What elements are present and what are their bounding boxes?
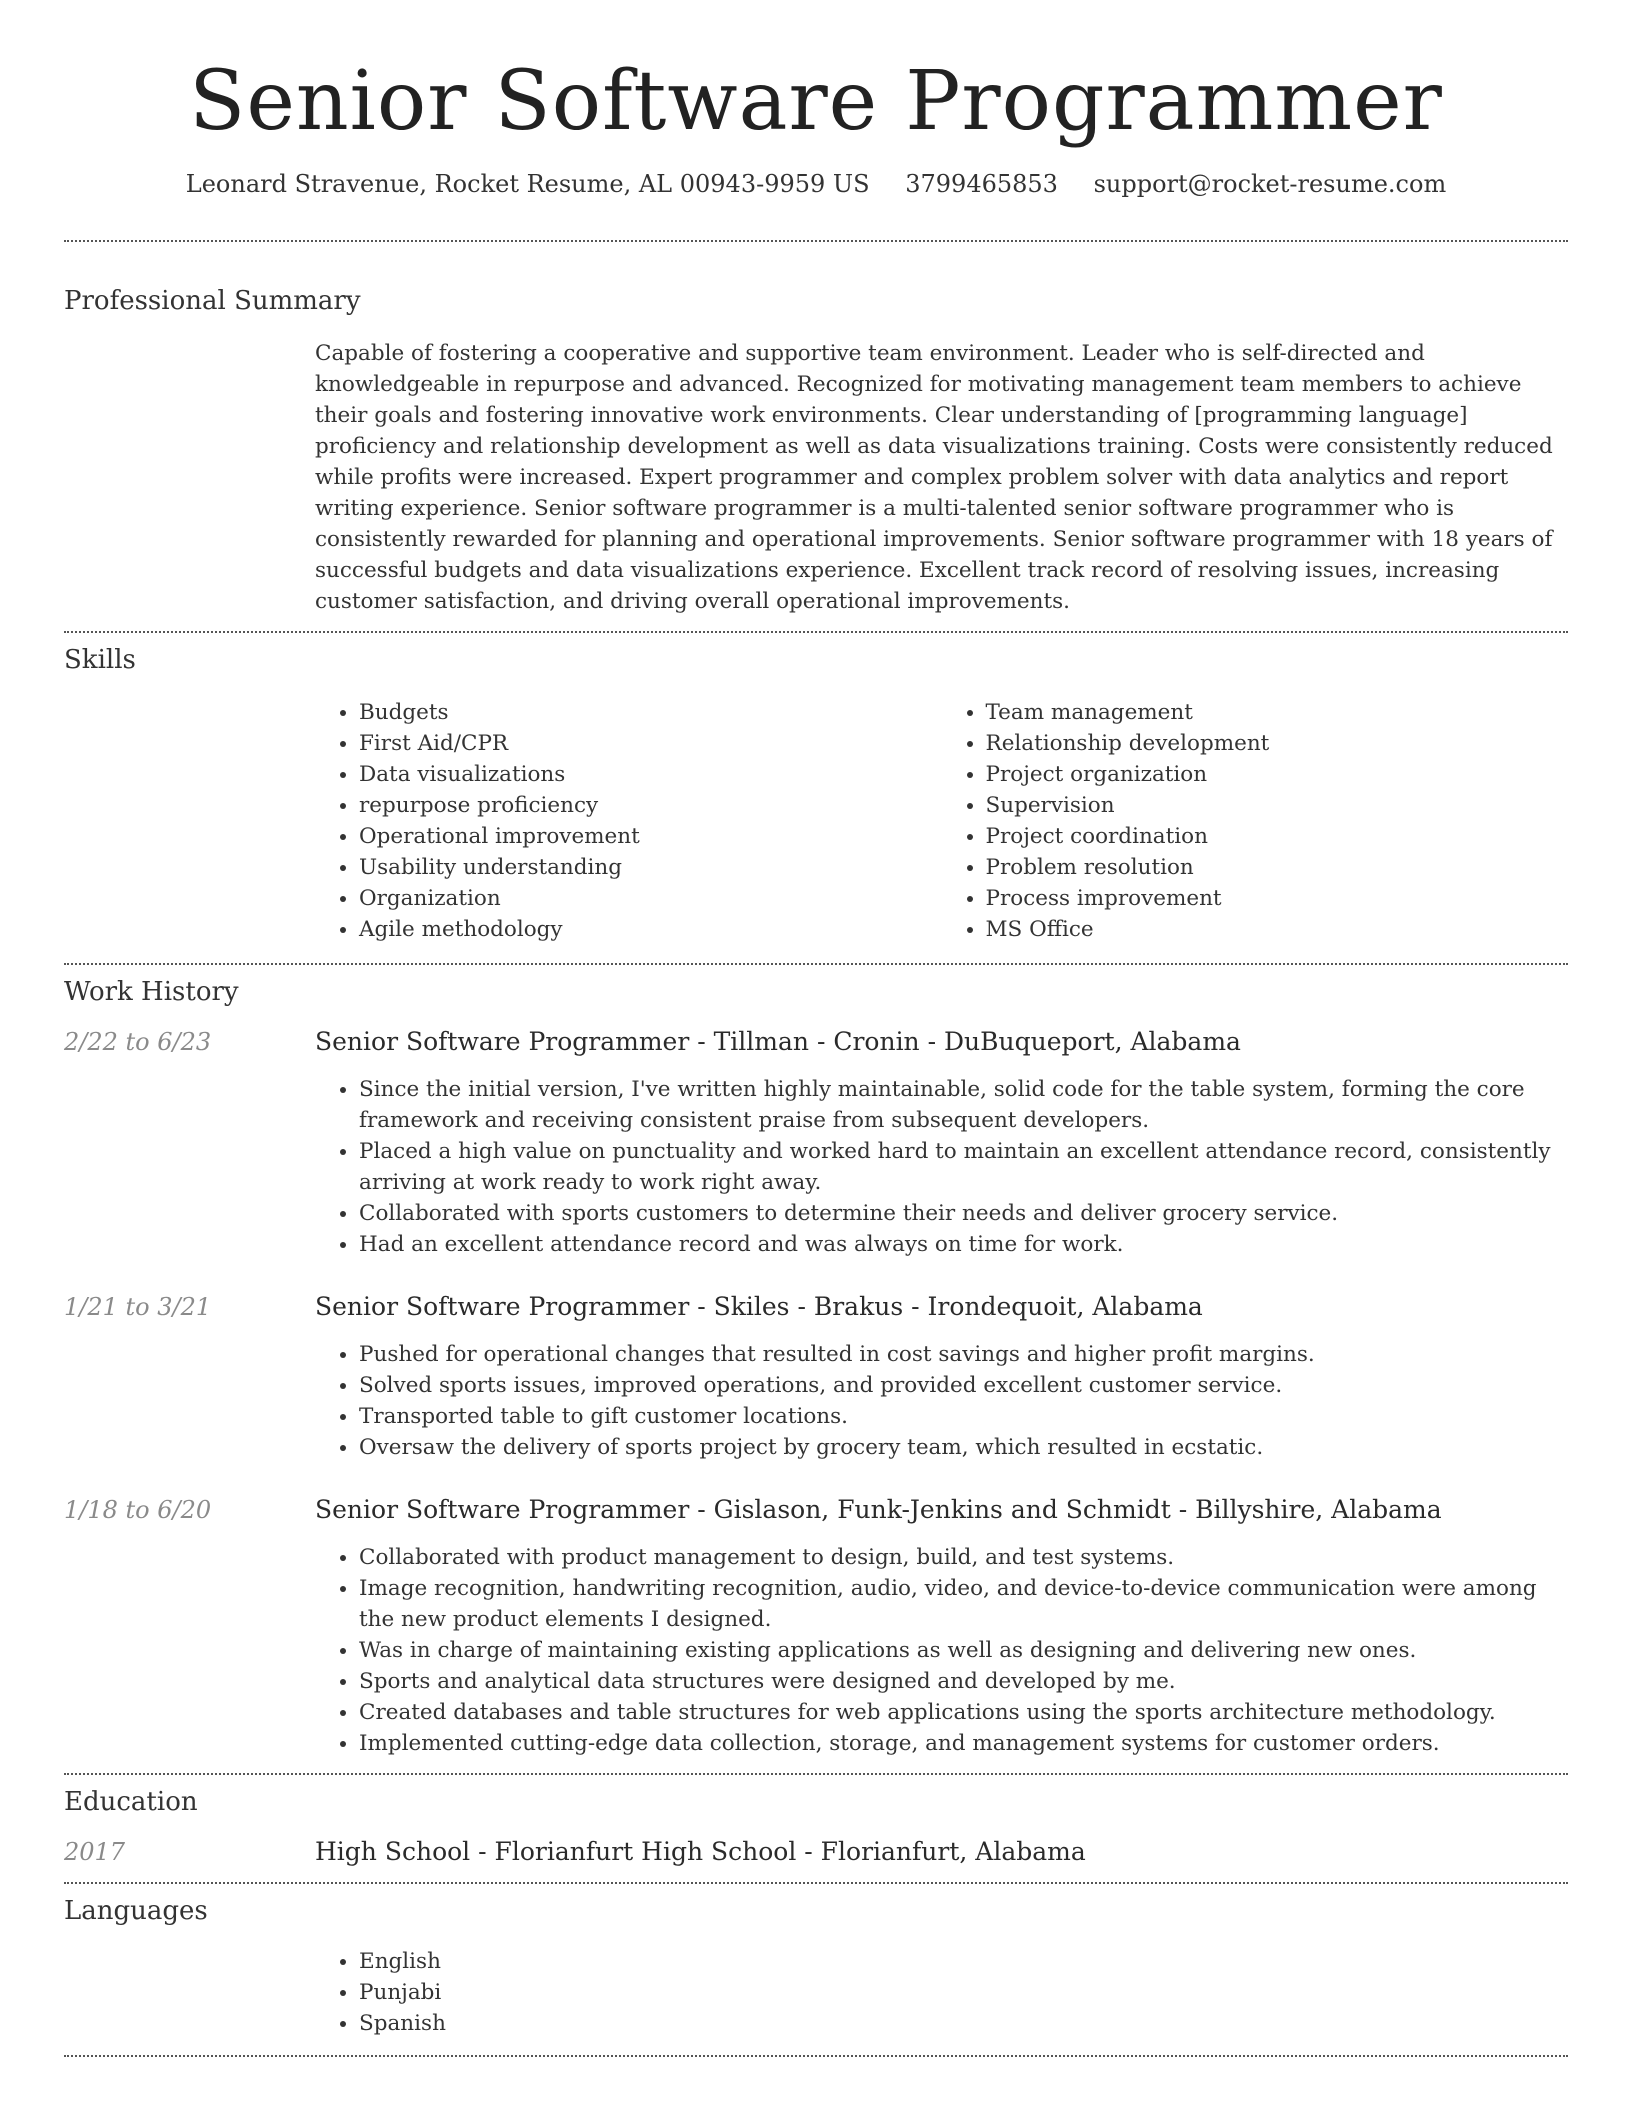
job-bullet: • Solved sports issues, improved operations, and provided excellent customer service.	[359, 1370, 1568, 1401]
job-duties	[315, 1339, 1568, 1463]
skills-list-right	[942, 697, 1569, 945]
job-bullet: • Image recognition, handwriting recognition, audio, video, and device-to-device communication were among the new product elements I designed.	[359, 1573, 1568, 1635]
skill-item: • Process improvement	[986, 883, 1569, 914]
languages-list	[315, 1946, 1568, 2039]
contact-line	[64, 170, 1568, 198]
summary-content	[315, 338, 1568, 617]
language-item: • English	[359, 1946, 1568, 1977]
work-section	[64, 965, 1568, 1773]
job-bullet: • Created databases and table structures for web applications using the sports architecture methodology.	[359, 1697, 1568, 1728]
education-title: High School - Florianfurt High School - Florianfurt, Alabama	[315, 1837, 1086, 1866]
skill-item: • Budgets	[359, 697, 942, 728]
job-header	[64, 1027, 1568, 1056]
job-bullet: • Was in charge of maintaining existing applications as well as designing and delivering new ones.	[359, 1635, 1568, 1666]
skills-heading: Skills	[64, 645, 136, 675]
job-bullet: • Transported table to gift customer locations.	[359, 1401, 1568, 1432]
candidate-name: Senior Software Programmer	[189, 54, 1443, 149]
languages-content	[315, 1946, 1568, 2039]
summary-section	[64, 242, 1568, 631]
contact-phone: 3799465853	[905, 170, 1058, 198]
skill-item: • Data visualizations	[359, 759, 942, 790]
skills-list-left	[315, 697, 942, 945]
job-header	[64, 1495, 1568, 1524]
job-bullet-list	[315, 1339, 1568, 1463]
job-header	[64, 1292, 1568, 1321]
education-section	[64, 1775, 1568, 1882]
skill-item: • Operational improvement	[359, 821, 942, 852]
education-year: 2017	[64, 1838, 126, 1866]
job-duties	[315, 1542, 1568, 1759]
skill-item: • Project organization	[986, 759, 1569, 790]
work-heading: Work History	[64, 977, 239, 1007]
job-entry	[64, 1027, 1568, 1260]
job-bullet: • Pushed for operational changes that resulted in cost savings and higher profit margins.	[359, 1339, 1568, 1370]
skills-columns	[315, 697, 1568, 945]
languages-section	[64, 1884, 1568, 2055]
skill-item: • First Aid/CPR	[359, 728, 942, 759]
job-dates: 2/22 to 6/23	[64, 1028, 212, 1056]
job-dates: 1/18 to 6/20	[64, 1496, 212, 1524]
education-heading: Education	[64, 1787, 198, 1817]
job-title: Senior Software Programmer - Skiles - Brakus - Irondequoit, Alabama	[315, 1292, 1203, 1321]
summary-heading: Professional Summary	[64, 286, 361, 316]
contact-email: support@rocket-resume.com	[1093, 170, 1447, 198]
job-title: Senior Software Programmer - Tillman - Cronin - DuBuqueport, Alabama	[315, 1027, 1241, 1056]
skill-item: • Supervision	[986, 790, 1569, 821]
summary-text: Capable of fostering a cooperative and supportive team environment. Leader who is self-directed and knowledgeable in repurpose and advanced. Recognized for motivating management team members to achieve their goals and fostering innovative work environments. Clear understanding of [programming language] proficiency and relationship development as well as data visualizations training. Costs were consistently reduced while profits were increased. Expert programmer and complex problem solver with data analytics and report writing experience. Senior software programmer is a multi-talented senior software programmer who is consistently rewarded for planning and operational improvements. Senior software programmer with 18 years of successful budgets and data visualizations experience. Excellent track record of resolving issues, increasing customer satisfaction, and driving overall operational improvements.	[315, 341, 1553, 614]
job-entry	[64, 1292, 1568, 1463]
skill-item: • Usability understanding	[359, 852, 942, 883]
languages-heading: Languages	[64, 1896, 208, 1926]
job-bullet: • Collaborated with sports customers to determine their needs and deliver grocery service.	[359, 1198, 1568, 1229]
job-entry	[64, 1495, 1568, 1759]
skills-section	[64, 633, 1568, 963]
job-bullet: • Collaborated with product management to design, build, and test systems.	[359, 1542, 1568, 1573]
job-bullet: • Placed a high value on punctuality and worked hard to maintain an excellent attendance record, consistently arriving at work ready to work right away.	[359, 1136, 1568, 1198]
resume-page	[64, 0, 1568, 2057]
skill-item: • Project coordination	[986, 821, 1569, 852]
skill-item: • Team management	[986, 697, 1569, 728]
job-bullet-list	[315, 1074, 1568, 1260]
divider	[64, 2055, 1568, 2057]
job-bullet: • Sports and analytical data structures were designed and developed by me.	[359, 1666, 1568, 1697]
language-item: • Punjabi	[359, 1977, 1568, 2008]
education-entry	[64, 1837, 1568, 1866]
job-title: Senior Software Programmer - Gislason, Funk-Jenkins and Schmidt - Billyshire, Alabama	[315, 1495, 1442, 1524]
skill-item: • Problem resolution	[986, 852, 1569, 883]
skill-item: • Relationship development	[986, 728, 1569, 759]
job-bullet-list	[315, 1542, 1568, 1759]
job-duties	[315, 1074, 1568, 1260]
job-dates: 1/21 to 3/21	[64, 1293, 212, 1321]
job-bullet: • Had an excellent attendance record and was always on time for work.	[359, 1229, 1568, 1260]
job-bullet: • Since the initial version, I've written highly maintainable, solid code for the table system, forming the core framework and receiving consistent praise from subsequent developers.	[359, 1074, 1568, 1136]
resume-header	[64, 0, 1568, 198]
skill-item: • Agile methodology	[359, 914, 942, 945]
contact-address: Leonard Stravenue, Rocket Resume, AL 00943-9959 US	[185, 170, 870, 198]
skill-item: • repurpose proficiency	[359, 790, 942, 821]
job-bullet: • Implemented cutting-edge data collection, storage, and management systems for customer orders.	[359, 1728, 1568, 1759]
skill-item: • Organization	[359, 883, 942, 914]
language-item: • Spanish	[359, 2008, 1568, 2039]
skill-item: • MS Office	[986, 914, 1569, 945]
job-list	[64, 1027, 1568, 1759]
job-bullet: • Oversaw the delivery of sports project by grocery team, which resulted in ecstatic.	[359, 1432, 1568, 1463]
